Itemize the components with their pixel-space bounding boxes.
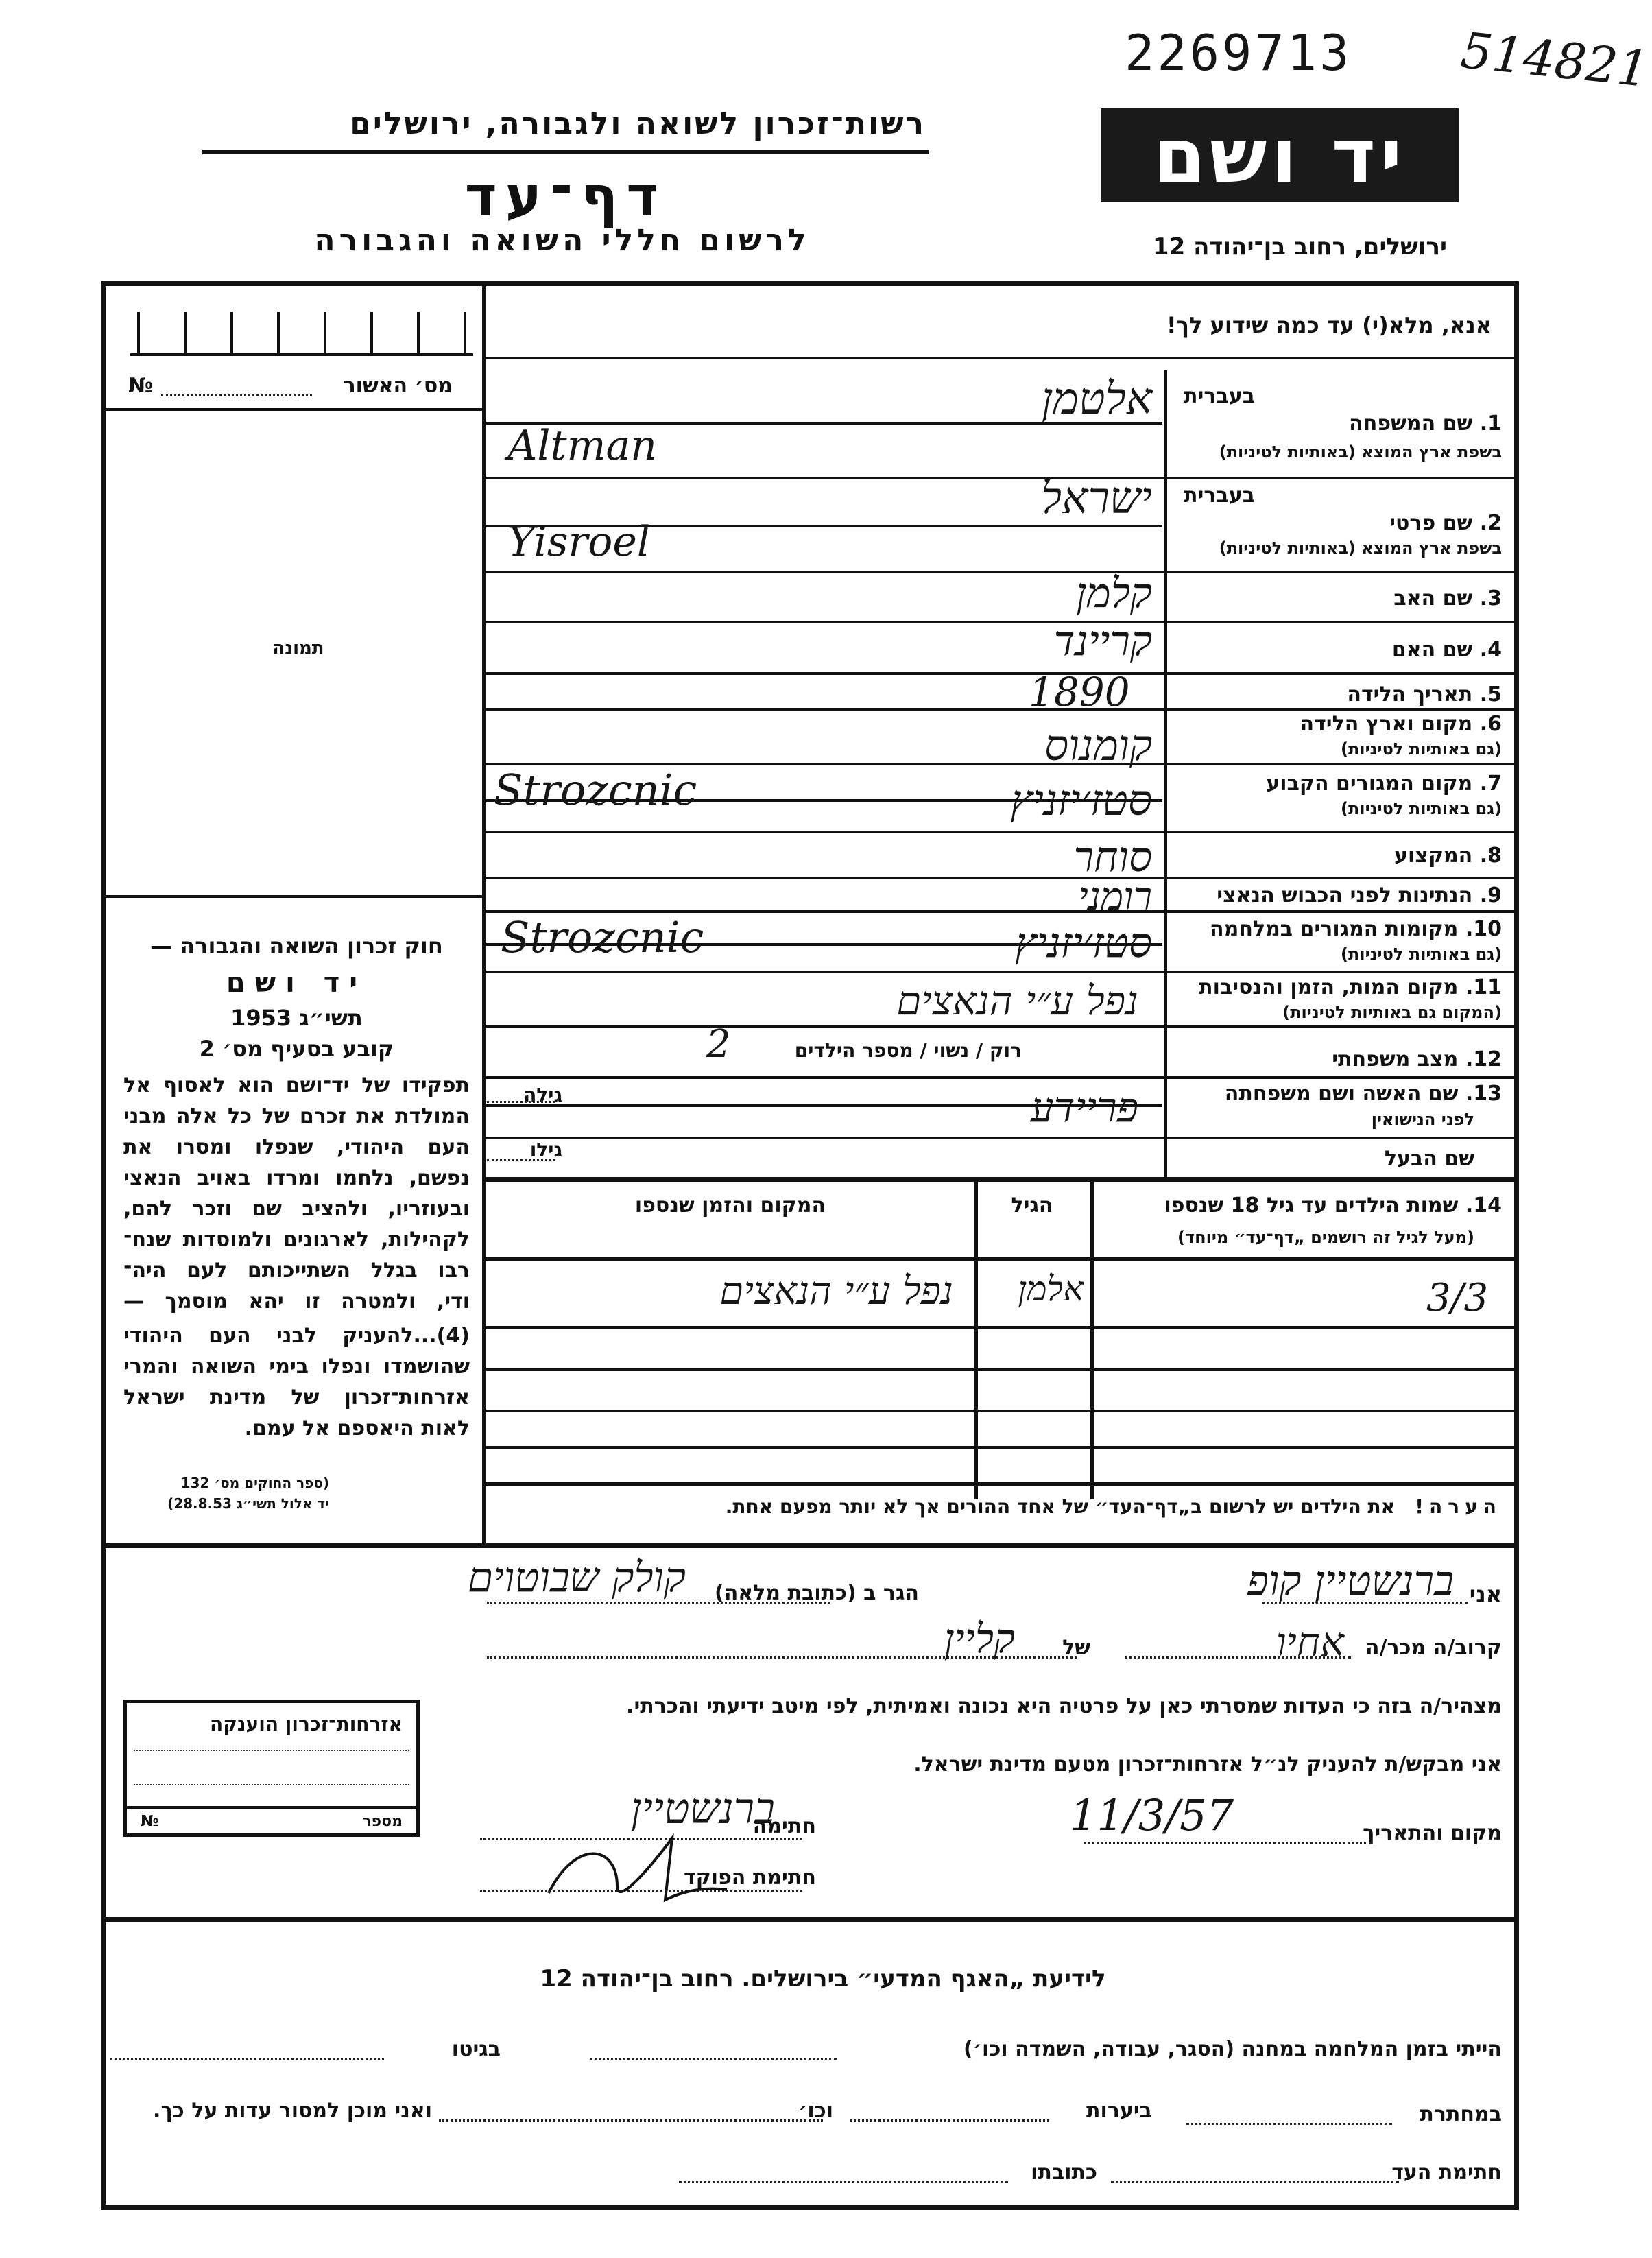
request-text: אני מבקש/ת להעניק לנ״ל אזרחות־זכרון מטעם מדינת ישראל.: [913, 1752, 1502, 1776]
organization-line: רשות־זכרון לשואה ולגבורה, ירושלים: [350, 106, 926, 141]
rule: [101, 1917, 1519, 1922]
granted-number-label: מספר: [362, 1813, 403, 1830]
of-value[interactable]: קליין: [944, 1615, 1015, 1662]
declarant-name[interactable]: ברנשטיין קופ: [1247, 1557, 1454, 1605]
note: הערה! את הילדים יש לרשום ב„דף־העד״ של אחד ההורים אך לא יותר מפעם אחת.: [725, 1495, 1502, 1518]
table-row: [483, 1368, 1519, 1371]
camp-field[interactable]: [590, 2058, 837, 2060]
field-1-label: 1. שם המשפחה: [1349, 412, 1502, 436]
testimony-ready-text: ואני מוכן למסור עדות על כך.: [153, 2099, 432, 2123]
law-text-line: תפקידו של יד־ושם הוא לאסוף אל: [123, 1073, 470, 1097]
first-name-latin[interactable]: Yisroel: [507, 518, 651, 566]
rule: [483, 357, 1519, 359]
address-field[interactable]: [487, 1602, 830, 1604]
birth-place[interactable]: קומנוס: [1044, 720, 1152, 770]
rule: [483, 708, 1519, 711]
witness-signature-label: חתימת העד: [1391, 2161, 1502, 2185]
ghetto-field[interactable]: [110, 2058, 384, 2060]
column-header-age: הגיל: [1011, 1193, 1053, 1217]
rule: [483, 672, 1519, 675]
nationality[interactable]: רומני: [1078, 875, 1152, 919]
underground-field[interactable]: [1186, 2123, 1392, 2125]
law-year: תשי״ג 1953: [230, 1005, 363, 1031]
archive-number: 514821: [1458, 21, 1652, 99]
signature[interactable]: ברנשטיין: [630, 1783, 775, 1833]
in-hebrew-label: בעברית: [1184, 384, 1255, 408]
approval-rule: [130, 353, 473, 356]
children-label: 14. שמות הילדים עד גיל 18 שנספו: [1164, 1193, 1502, 1217]
marital-status-options: רוק / נשוי / מספר הילדים: [794, 1039, 1022, 1062]
declarant-label: אני: [1469, 1581, 1502, 1607]
field-11-sublabel: (המקום גם באותיות לטיניות): [1282, 1003, 1502, 1022]
table-divider: [974, 1177, 978, 1499]
rule: [483, 1137, 1519, 1139]
law-text-line: לאות היאספם אל עמם.: [244, 1416, 470, 1440]
law-text-line: לקהילות, לארגונים ולמוסדות שנח־: [123, 1228, 470, 1252]
signature-label: חתימה: [752, 1814, 816, 1838]
residence-hebrew[interactable]: סטז׳יזניץ: [1010, 775, 1152, 825]
field-10-sublabel: (גם באותיות לטיניות): [1341, 944, 1502, 964]
place-date-label: מקום והתאריך: [1363, 1821, 1502, 1845]
photo-bottom-rule: [103, 895, 483, 898]
field-6-label: 6. מקום וארץ הלידה: [1300, 712, 1502, 736]
relation-label: קרוב/ה מכר/ה: [1365, 1636, 1502, 1660]
rule: [483, 571, 1519, 573]
forests-field[interactable]: [850, 2119, 1049, 2122]
field-12-label: 12. מצב משפחתי: [1332, 1047, 1502, 1071]
etc-label: וכו׳: [798, 2099, 833, 2123]
declaration-text: מצהיר/ה בזה כי העדות שמסרתי כאן על פרטיה היא נכונה ואמיתית, לפי מיטב ידיעתי והכרתי.: [626, 1694, 1502, 1718]
field-2-label: 2. שם פרטי: [1389, 511, 1502, 535]
address-label: הגר ב (כתובת מלאה): [714, 1581, 919, 1605]
approval-bottom-rule: [103, 408, 483, 411]
field-8-label: 8. המקצוע: [1393, 844, 1502, 868]
child-name[interactable]: 3/3: [1426, 1276, 1489, 1320]
death-place-circumstances[interactable]: נפל ע״י הנאצים: [896, 977, 1138, 1024]
field-5-label: 5. תאריך הלידה: [1347, 682, 1502, 706]
family-name-latin[interactable]: Altman: [507, 422, 657, 470]
field-6-sublabel: (גם באותיות לטיניות): [1341, 739, 1502, 759]
husband-age-field[interactable]: [487, 1159, 555, 1161]
number-of-children[interactable]: 2: [706, 1022, 731, 1067]
header-rule: [202, 150, 929, 154]
residence-latin[interactable]: Strozcnic: [494, 765, 697, 815]
left-column-divider: [482, 281, 486, 1547]
yad-vashem-logo: [1101, 108, 1459, 202]
instruction: אנא, מלא(י) עד כמה שידוע לך!: [1166, 312, 1492, 338]
mother-name[interactable]: קריינד: [1053, 617, 1152, 665]
rule: [483, 877, 1519, 879]
rule: [483, 1482, 1519, 1486]
field-2-sublabel: בשפת ארץ המוצא (באותיות לטיניות): [1219, 538, 1502, 558]
wife-age-label: גילה: [523, 1084, 562, 1106]
law-text-line: ודי, ולמטרה זו יהא מוסמך —: [123, 1290, 470, 1314]
rule: [483, 1177, 1519, 1182]
label-divider: [1164, 370, 1167, 1177]
field-4-label: 4. שם האם: [1391, 638, 1502, 662]
approval-boxes: [137, 312, 466, 353]
field-7-sublabel: (גם באותיות לטיניות): [1341, 799, 1502, 818]
law-text-line: נפשם, נלחמו ומרדו באויב הנאצי: [123, 1166, 470, 1190]
rule: [483, 831, 1519, 833]
field-9-label: 9. הנתינות לפני הכבוש הנאצי: [1217, 883, 1502, 907]
rule: [483, 1076, 1519, 1079]
rule: [483, 1025, 1519, 1028]
ghetto-label: בגיטו: [451, 2037, 501, 2061]
law-title: חוק זכרון השואה והגבורה —: [150, 933, 443, 959]
field-11-label: 11. מקום המות, הזמן והנסיבות: [1199, 975, 1502, 999]
date-value[interactable]: 11/3/57: [1070, 1790, 1234, 1840]
rule: [483, 477, 1519, 479]
citizenship-granted-box: [123, 1700, 420, 1837]
law-clause: קובע בסעיף מס׳ 2: [199, 1036, 394, 1062]
officer-signature-scribble: [535, 1825, 741, 1914]
approval-number-label: מס׳ האשור: [343, 374, 453, 398]
approval-number-field[interactable]: [161, 394, 312, 396]
law-text-line: המולדת את זכרם של כל אלה מבני: [123, 1104, 470, 1128]
table-divider: [1090, 1177, 1094, 1499]
of-label: של: [1062, 1636, 1090, 1660]
field-7-label: 7. מקום המגורים הקבוע: [1266, 772, 1502, 796]
father-name[interactable]: קלמן: [1075, 569, 1152, 617]
footer-title: לידיעת „האגף המדעי״ בירושלים. רחוב בן־יהודה 12: [540, 1965, 1106, 1993]
granted-no-sign: №: [141, 1813, 159, 1830]
law-text-line: ובעוזריו, ולהציב שם וזכר להם,: [123, 1197, 470, 1221]
law-text-line: (4)...להעניק לבני העם היהודי: [123, 1324, 470, 1348]
law-reference: יד אלול תשי״ג 28.8.53): [167, 1495, 329, 1512]
rule: [483, 971, 1519, 973]
wartime-residence-latin[interactable]: Strozcnic: [501, 912, 704, 962]
law-text-line: רבו בגלל השתייכותם לעם היה־: [123, 1259, 470, 1283]
table-row: [483, 1446, 1519, 1449]
rule: [483, 1257, 1519, 1261]
field-3-label: 3. שם האב: [1393, 586, 1502, 610]
wife-maiden-name[interactable]: פריידע: [1030, 1084, 1138, 1132]
approval-no-sign: №: [128, 374, 154, 398]
relation-value[interactable]: אחיו: [1276, 1619, 1344, 1665]
logo-text: יד ושם: [1153, 111, 1406, 200]
place-date-field[interactable]: [1084, 1842, 1372, 1844]
declarant-address[interactable]: קולק שבוטוים: [467, 1554, 686, 1602]
rule: [483, 621, 1519, 623]
husband-name-label: שם הבעל: [1384, 1147, 1474, 1171]
field-10-label: 10. מקומות המגורים במלחמה: [1210, 917, 1502, 941]
law-text-line: אזרחות־זכרון של מדינת ישראל: [123, 1386, 470, 1410]
children-sublabel: (מעל לגיל זה רושמים „דף־עד״ מיוחד): [1177, 1228, 1474, 1247]
column-header-place: המקום והזמן שנספו: [634, 1193, 826, 1217]
law-reference: (ספר החוקים מס׳ 132: [180, 1475, 329, 1491]
officer-signature-label: חתימת הפוקד: [684, 1866, 816, 1890]
granted-title: אזרחות־זכרון הוענקה: [210, 1713, 403, 1735]
witness-address-label: כתובתו: [1031, 2161, 1097, 2185]
birth-date[interactable]: 1890: [1029, 669, 1130, 715]
law-name: יד ושם: [226, 967, 368, 999]
husband-age-label: גילו: [529, 1139, 562, 1161]
camp-label: הייתי בזמן המלחמה במחנה (הסגר, עבודה, השמדה וכו׳): [963, 2037, 1502, 2061]
wartime-residence-hebrew[interactable]: סטז׳יזניץ: [1015, 919, 1152, 967]
field-13-sublabel: לפני הנישואין: [1371, 1110, 1474, 1129]
etc-field[interactable]: [439, 2119, 823, 2122]
underground-label: במחתרת: [1420, 2102, 1502, 2126]
child-age[interactable]: אלמן: [1018, 1269, 1084, 1309]
photo-placeholder: תמונה: [272, 638, 324, 658]
child-death-place[interactable]: נפל ע״י הנאצים: [719, 1269, 953, 1314]
law-text-line: שהושמדו ונפלו בימי השואה והמרי: [123, 1355, 470, 1379]
law-text-line: העם היהודי, שנפלו ומסרו את: [123, 1135, 470, 1159]
first-name-hebrew[interactable]: ישראל: [1041, 473, 1152, 524]
witness-signature-field[interactable]: [1111, 2181, 1399, 2183]
table-row: [483, 1410, 1519, 1412]
in-hebrew-label: בעברית: [1184, 484, 1255, 508]
document-number: 2269713: [1125, 24, 1352, 82]
rule: [101, 1543, 1519, 1548]
form-title: דף־עד: [464, 165, 667, 228]
address: ירושלים, רחוב בן־יהודה 12: [1152, 233, 1447, 261]
forests-label: ביערות: [1086, 2099, 1152, 2123]
form-subtitle: לרשום חללי השואה והגבורה: [314, 223, 811, 258]
profession[interactable]: סוחר: [1073, 833, 1152, 881]
wife-age-field[interactable]: [487, 1101, 555, 1103]
field-13-label: 13. שם האשה ושם משפחתה: [1224, 1082, 1502, 1106]
field-1-sublabel: בשפת ארץ המוצא (באותיות לטיניות): [1219, 442, 1502, 462]
family-name-hebrew[interactable]: אלטמן: [1041, 374, 1152, 425]
witness-address-field[interactable]: [679, 2181, 1008, 2183]
table-row: [483, 1326, 1519, 1329]
